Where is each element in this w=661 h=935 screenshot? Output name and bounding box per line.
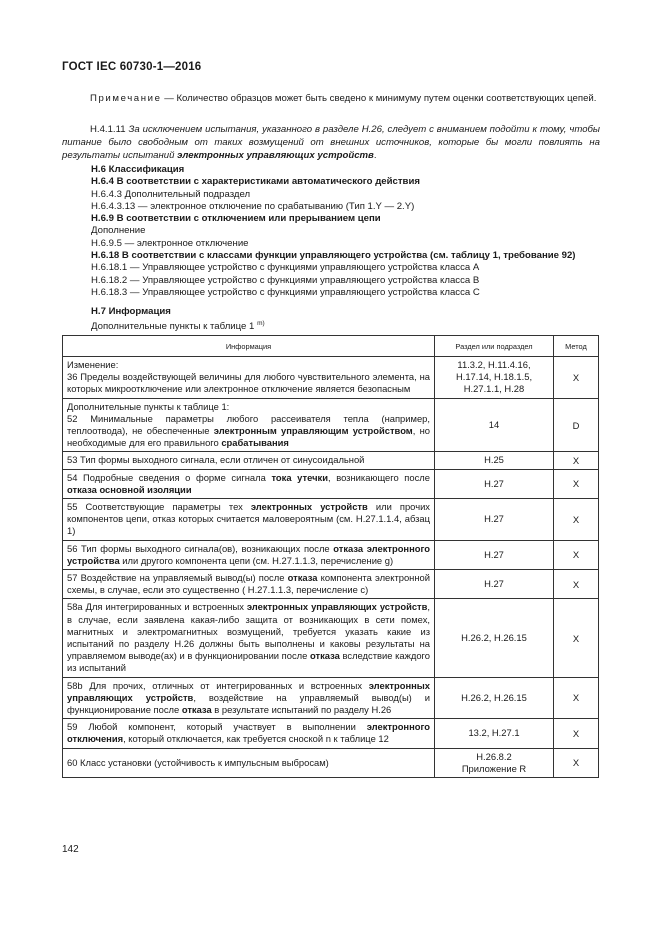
cell-text: в результате испытаний по разделу H.26 — [211, 704, 392, 716]
table-row — [63, 570, 599, 599]
section-cell — [435, 599, 554, 677]
section-cell — [435, 677, 554, 719]
defined-term: срабатывания — [221, 437, 289, 449]
note-text: — Количество образцов может быть сведено к минимуму путем оценки соответствующих цепей. — [161, 93, 597, 104]
info-subtitle-text: Дополнительные пункты к таблице 1 — [91, 321, 255, 333]
section-cell — [435, 719, 554, 748]
cell-text: , но необходимые для его правильного — [67, 425, 430, 449]
table-row — [63, 452, 599, 469]
defined-term: отказа основной изоляции — [67, 483, 192, 495]
section-cell — [435, 499, 554, 541]
clause-h-4-1-11 — [62, 123, 600, 162]
standard-header: ГОСТ IEC 60730-1—2016 — [62, 61, 202, 73]
cell-text: Изменение: — [67, 359, 119, 370]
info-cell — [63, 499, 435, 541]
table-row — [63, 469, 599, 498]
section-ref: H.25 — [484, 454, 504, 466]
cell-text: 60 Класс установки (устойчивость к импульсным выбросам) — [67, 756, 329, 768]
info-section-subtitle — [91, 320, 265, 332]
defined-term: отказа — [181, 704, 212, 716]
section-ref: H.27.1.1, H.28 — [463, 383, 525, 395]
cell-text: 53 Тип формы выходного сигнала, если отличен от синусоидальной — [67, 454, 365, 466]
clause-bold-term: электронных управляющих устройств — [177, 150, 374, 161]
classification-line: H.6.18.3 — Управляющее устройство с функциями управляющего устройства класса C — [91, 286, 480, 298]
method-cell: X — [554, 748, 599, 777]
cell-text: , который отключается, как требуется сноской n к таблице 12 — [123, 733, 389, 745]
section-ref: 13.2, H.27.1 — [468, 727, 520, 739]
section-ref: H.27 — [484, 477, 504, 489]
table-row — [63, 357, 599, 399]
cell-text: 54 Подробные сведения о форме сигнала — [67, 471, 272, 483]
method-cell: X — [554, 677, 599, 719]
section-cell — [435, 570, 554, 599]
header-method: Метод — [554, 336, 599, 357]
section-cell — [435, 357, 554, 399]
section-ref: H.17.14, H.18.1.5, — [455, 371, 533, 383]
section-ref: H.26.2, H.26.15 — [461, 631, 527, 643]
table-row — [63, 719, 599, 748]
info-cell — [63, 469, 435, 498]
classification-line: H.6.18 В соответствии с классами функции управляющего устройства (см. таблицу 1, требование 92) — [91, 250, 576, 262]
section-cell — [435, 748, 554, 777]
section-ref: 11.3.2, H.11.4.16, — [457, 359, 531, 370]
table-row — [63, 398, 599, 452]
info-cell — [63, 570, 435, 599]
cell-text: 59 Любой компонент, который участвует в выполнении — [67, 721, 367, 733]
table-row — [63, 677, 599, 719]
section-ref: H.27 — [484, 578, 504, 590]
clause-number: H.4.1.11 — [90, 124, 126, 135]
section-ref: 14 — [488, 418, 500, 430]
defined-term: отказа — [287, 572, 318, 584]
cell-text: 56 Тип формы выходного сигнала(ов), возникающих после — [67, 542, 334, 554]
cell-text: компонента электронной схемы, в случае, если это существенно ( H.27.1.1.3, перечисление c) — [67, 572, 430, 596]
method-cell: D — [554, 398, 599, 452]
header-information: Информация — [63, 336, 435, 357]
method-cell: X — [554, 357, 599, 399]
classification-line: H.6.4 В соответствии с характеристиками автоматического действия — [91, 176, 420, 188]
cell-text: , воздействие на управляемый вывод(ы) и функционирование после — [67, 691, 431, 716]
method-cell: X — [554, 540, 599, 569]
section-ref: Приложение R — [461, 762, 527, 774]
classification-line: H.6.18.2 — Управляющее устройство с функциями управляющего устройства класса B — [91, 274, 480, 286]
table-row — [63, 599, 599, 677]
method-cell: X — [554, 599, 599, 677]
cell-text: 57 Воздействие на управляемый вывод(ы) после — [67, 572, 288, 584]
cell-text: 58b Для прочих, отличных от интегрированных и встроенных — [67, 679, 369, 691]
section-ref: H.26.2, H.26.15 — [461, 691, 527, 703]
classification-line: Дополнение — [91, 225, 146, 237]
classification-line: H.6.9 В соответствии с отключением или прерыванием цепи — [91, 213, 381, 225]
defined-term: электронным управляющим устройством — [213, 425, 413, 437]
info-cell — [63, 452, 435, 469]
method-cell: X — [554, 452, 599, 469]
cell-text: или прочих компонентов цепи, отказ которых считается маловероятным (см. H.27.1.1.4, абзац 1) — [67, 501, 430, 537]
section-cell — [435, 540, 554, 569]
method-cell: X — [554, 570, 599, 599]
section-cell — [435, 398, 554, 452]
defined-term: отказа — [310, 650, 340, 662]
defined-term: тока утечки — [271, 471, 328, 483]
section-ref: H.27 — [484, 513, 504, 525]
classification-line: H.6.18.1 — Управляющее устройство с функциями управляющего устройства класса A — [91, 262, 480, 274]
section-ref: H.26.8.2 — [476, 750, 512, 762]
info-cell — [63, 357, 435, 399]
info-cell — [63, 677, 435, 719]
section-ref: H.27 — [484, 548, 504, 560]
defined-term: отказа электронного устройства — [67, 542, 430, 566]
clause-italic-text: За исключением испытания, указанного в разделе H.26, следует с вниманием подойти к тому, чтобы питание было свободным от таких возмущений от внешних источников, которые бы могли повлиять на результаты испытаний — [62, 124, 600, 161]
cell-text: вследствие каждого из испытаний — [67, 650, 430, 674]
classification-line: H.6.9.5 — электронное отключение — [91, 237, 249, 249]
table-row — [63, 499, 599, 541]
classification-list — [91, 164, 611, 299]
note-label: Примечание — [90, 93, 162, 104]
cell-text: 52 Минимальные параметры любого рассеивателя тепла (например, теплоотвода), не обеспеченные — [67, 412, 430, 437]
classification-line: H.6.4.3 Дополнительный подраздел — [91, 188, 251, 200]
information-table — [62, 335, 599, 778]
header-section: Раздел или подраздел — [435, 336, 554, 357]
cell-text: 58a Для интегрированных и встроенных — [67, 601, 247, 613]
table-row — [63, 748, 599, 777]
info-cell — [63, 748, 435, 777]
note-paragraph — [62, 92, 600, 105]
section-cell — [435, 469, 554, 498]
table-row — [63, 540, 599, 569]
footnote-ref: m) — [257, 320, 265, 327]
info-cell — [63, 398, 435, 452]
info-cell — [63, 599, 435, 677]
cell-text: 55 Соответствующие параметры тех — [67, 501, 251, 513]
clause-end: . — [373, 150, 377, 161]
method-cell: X — [554, 499, 599, 541]
table-body — [63, 357, 599, 778]
table-header-row — [63, 336, 599, 357]
info-cell — [63, 719, 435, 748]
cell-text: , в случае, если заявлена какая-либо защита от возникающих в сети помех, магнитных и электромагнитных возмущений, требуется указать какие из испытаний по разделу H.26 должны быть выполнены и каковы результаты на управляемом выводе(ах) и в функционировании после — [67, 601, 431, 662]
defined-term: электронного отключения — [67, 721, 430, 745]
classification-line: H.6.4.3.13 — электронное отключение по срабатыванию (Тип 1.Y — 2.Y) — [91, 200, 415, 212]
page-number: 142 — [62, 844, 79, 855]
cell-text: , возникающего после — [327, 471, 430, 483]
method-cell: X — [554, 719, 599, 748]
cell-text: 36 Пределы воздействующей величины для любого чувствительного элемента, на которых микроотключение или электронное отключение является безопасным — [67, 371, 430, 395]
defined-term: электронных устройств — [250, 501, 368, 513]
cell-text: Дополнительные пункты к таблице 1: — [67, 400, 230, 412]
cell-text: или другого компонента цепи (см. H.27.1.1.3, перечисление g) — [119, 554, 394, 566]
section-cell — [435, 452, 554, 469]
method-cell: X — [554, 469, 599, 498]
defined-term: электронных управляющих устройств — [246, 601, 428, 613]
info-section-title: H.7 Информация — [91, 306, 171, 317]
classification-line: H.6 Классификация — [91, 164, 185, 175]
info-cell — [63, 540, 435, 569]
defined-term: электронных управляющих устройств — [67, 679, 430, 703]
